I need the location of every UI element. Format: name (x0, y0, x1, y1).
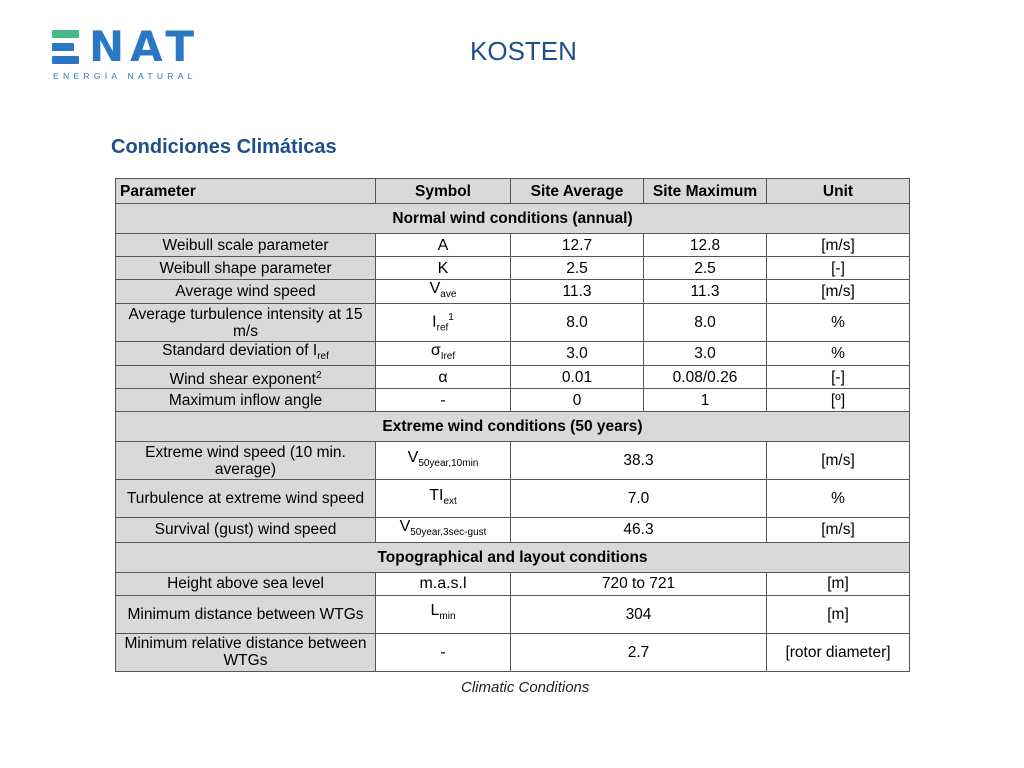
table-row (116, 480, 910, 518)
value-cell: 2.7 (511, 633, 767, 671)
site-average-cell: 3.0 (511, 342, 644, 366)
unit-cell: [m/s] (767, 442, 910, 480)
section-row (116, 412, 910, 442)
parameter-cell: Weibull shape parameter (116, 257, 376, 280)
table-header-row (116, 179, 910, 204)
parameter-cell: Maximum inflow angle (116, 389, 376, 412)
unit-cell: [m] (767, 595, 910, 633)
parameter-cell: Standard deviation of $I_{ref}$ (116, 342, 376, 366)
section-title: Extreme wind conditions (50 years) (116, 412, 910, 442)
header-site-maximum: Site Maximum (644, 179, 767, 204)
section-title: Normal wind conditions (annual) (116, 204, 910, 234)
symbol-cell: α (376, 366, 511, 389)
value-cell: 720 to 721 (511, 572, 767, 595)
table-row (116, 234, 910, 257)
site-average-cell: 11.3 (511, 280, 644, 304)
symbol-cell: K (376, 257, 511, 280)
header-site-average: Site Average (511, 179, 644, 204)
table-caption: Climatic Conditions (461, 679, 590, 696)
site-maximum-cell: 11.3 (644, 280, 767, 304)
parameter-cell: Height above sea level (116, 572, 376, 595)
section-row (116, 204, 910, 234)
unit-cell: [rotor diameter] (767, 633, 910, 671)
table-row (116, 342, 910, 366)
parameter-cell: Minimum relative distance between WTGs (116, 633, 376, 671)
section-subtitle: Condiciones Climáticas (111, 136, 337, 158)
symbol-cell: $I_{ref}^1$ (376, 304, 511, 342)
symbol-cell: $TI_{ext}$ (376, 480, 511, 518)
site-average-cell: 2.5 (511, 257, 644, 280)
parameter-cell: Average wind speed (116, 280, 376, 304)
unit-cell: [m/s] (767, 234, 910, 257)
site-average-cell: 0.01 (511, 366, 644, 389)
parameter-cell: Turbulence at extreme wind speed (116, 480, 376, 518)
table-row (116, 257, 910, 280)
symbol-cell: m.a.s.l (376, 572, 511, 595)
parameter-cell: Extreme wind speed (10 min. average) (116, 442, 376, 480)
value-cell: 304 (511, 595, 767, 633)
value-cell: 46.3 (511, 518, 767, 542)
symbol-cell: $L_{min}$ (376, 595, 511, 633)
symbol-cell: $\sigma_{Iref}$ (376, 342, 511, 366)
table-row (116, 280, 910, 304)
table-row (116, 572, 910, 595)
table-row (116, 595, 910, 633)
unit-cell: % (767, 480, 910, 518)
value-cell: 7.0 (511, 480, 767, 518)
table-row (116, 366, 910, 389)
unit-cell: [º] (767, 389, 910, 412)
unit-cell: [m/s] (767, 280, 910, 304)
logo-e-mark-icon (52, 30, 79, 64)
site-maximum-cell: 12.8 (644, 234, 767, 257)
site-maximum-cell: 1 (644, 389, 767, 412)
unit-cell: [-] (767, 366, 910, 389)
table-row (116, 389, 910, 412)
table-row (116, 304, 910, 342)
site-maximum-cell: 3.0 (644, 342, 767, 366)
table-row (116, 518, 910, 542)
unit-cell: % (767, 342, 910, 366)
table-row (116, 633, 910, 671)
header-unit: Unit (767, 179, 910, 204)
site-maximum-cell: 8.0 (644, 304, 767, 342)
unit-cell: % (767, 304, 910, 342)
value-cell: 38.3 (511, 442, 767, 480)
enat-logo (52, 22, 212, 82)
page-title: KOSTEN (470, 36, 577, 66)
unit-cell: [m] (767, 572, 910, 595)
table-row (116, 442, 910, 480)
header-symbol: Symbol (376, 179, 511, 204)
parameter-cell: Weibull scale parameter (116, 234, 376, 257)
symbol-cell: $V_{50year,3sec-gust}$ (376, 518, 511, 542)
site-average-cell: 12.7 (511, 234, 644, 257)
section-row (116, 542, 910, 572)
parameter-cell: Minimum distance between WTGs (116, 595, 376, 633)
symbol-cell: - (376, 389, 511, 412)
symbol-cell: - (376, 633, 511, 671)
site-average-cell: 0 (511, 389, 644, 412)
symbol-cell: $V_{ave}$ (376, 280, 511, 304)
site-maximum-cell: 0.08/0.26 (644, 366, 767, 389)
site-average-cell: 8.0 (511, 304, 644, 342)
parameter-cell: Average turbulence intensity at 15 m/s (116, 304, 376, 342)
parameter-cell: Survival (gust) wind speed (116, 518, 376, 542)
unit-cell: [-] (767, 257, 910, 280)
symbol-cell: A (376, 234, 511, 257)
unit-cell: [m/s] (767, 518, 910, 542)
header-parameter: Parameter (116, 179, 376, 204)
parameter-cell: Wind shear exponent$^2$ (116, 366, 376, 389)
logo-wordmark: NAT (89, 22, 201, 71)
site-maximum-cell: 2.5 (644, 257, 767, 280)
logo-tagline: ENERGÍA NATURAL (53, 71, 197, 81)
section-title: Topographical and layout conditions (116, 542, 910, 572)
climatic-conditions-table (115, 178, 910, 672)
symbol-cell: $V_{50year,10min}$ (376, 442, 511, 480)
